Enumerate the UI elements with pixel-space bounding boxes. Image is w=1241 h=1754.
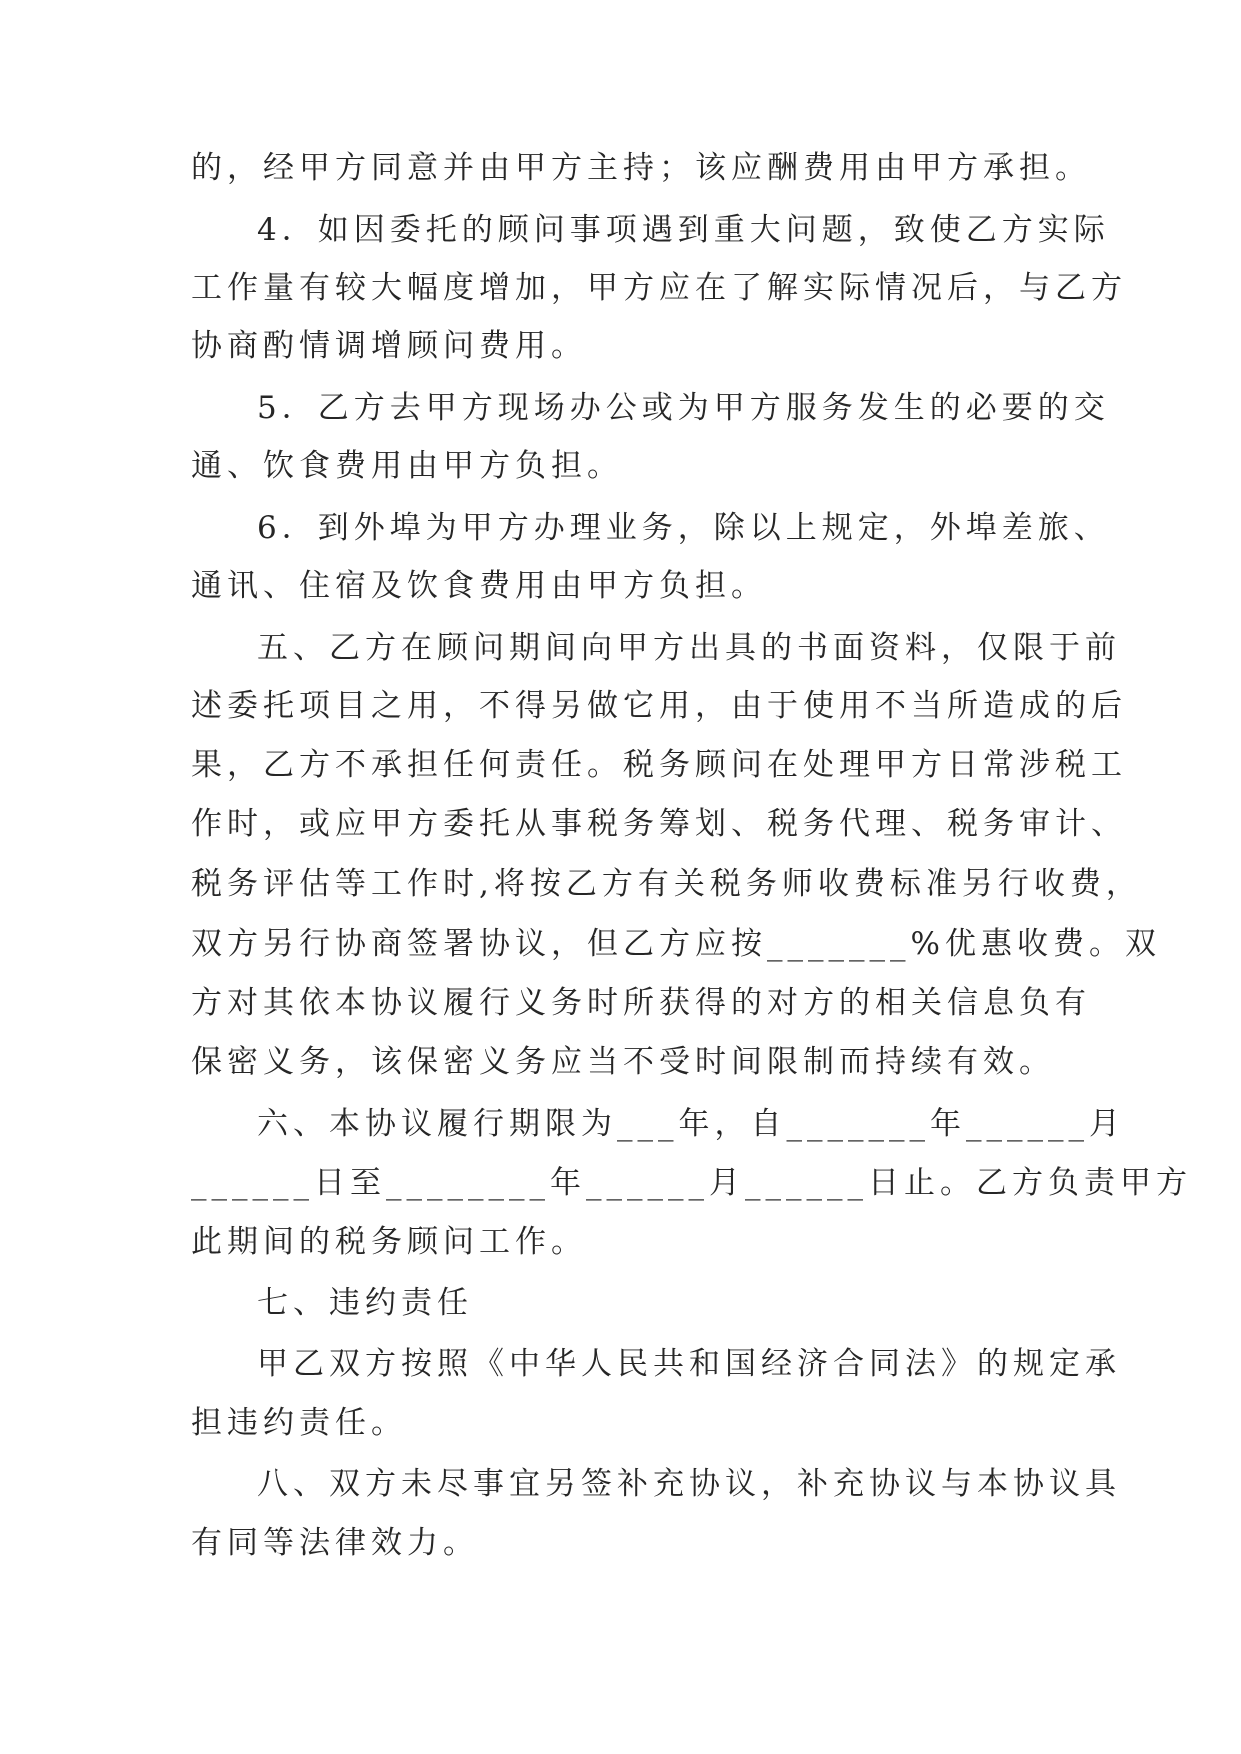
text-line-13: 税务评估等工作时,将按乙方有关税务师收费标准另行收费， [191, 866, 1142, 902]
text-line-6: 通、饮食费用由甲方负担。 [191, 448, 623, 484]
text-line-2: 4．如因委托的顾问事项遇到重大问题，致使乙方实际 [257, 212, 1110, 248]
text-line-19: 此期间的税务顾问工作。 [191, 1224, 587, 1260]
text-line-10: 述委托项目之用，不得另做它用，由于使用不当所造成的后 [191, 688, 1127, 724]
text-line-23: 八、双方未尽事宜另签补充协议，补充协议与本协议具 [257, 1466, 1121, 1502]
text-line-3: 工作量有较大幅度增加，甲方应在了解实际情况后，与乙方 [191, 270, 1127, 306]
text-line-4: 协商酌情调增顾问费用。 [191, 328, 587, 364]
text-line-8: 通讯、住宿及饮食费用由甲方负担。 [191, 568, 767, 604]
text-line-9: 五、乙方在顾问期间向甲方出具的书面资料，仅限于前 [257, 630, 1121, 666]
text-line-16: 保密义务，该保密义务应当不受时间限制而持续有效。 [191, 1044, 1055, 1080]
text-line-7: 6．到外埠为甲方办理业务，除以上规定，外埠差旅、 [257, 510, 1110, 546]
text-line-22: 担违约责任。 [191, 1405, 407, 1441]
text-line-21: 甲乙双方按照《中华人民共和国经济合同法》的规定承 [257, 1346, 1121, 1382]
text-line-20: 七、违约责任 [257, 1285, 473, 1321]
text-line-15: 方对其依本协议履行义务时所获得的对方的相关信息负有 [191, 985, 1091, 1021]
text-line-1: 的，经甲方同意并由甲方主持；该应酬费用由甲方承担。 [191, 150, 1091, 186]
text-line-18: ______日至________年______月______日止。乙方负责甲方 [191, 1165, 1192, 1201]
text-line-12: 作时，或应甲方委托从事税务筹划、税务代理、税务审计、 [191, 806, 1127, 842]
text-line-11: 果，乙方不承担任何责任。税务顾问在处理甲方日常涉税工 [191, 747, 1127, 783]
text-line-17: 六、本协议履行期限为___年，自_______年______月 [257, 1106, 1125, 1142]
text-line-14: 双方另行协商签署协议，但乙方应按_______%优惠收费。双 [191, 926, 1161, 962]
text-line-24: 有同等法律效力。 [191, 1525, 479, 1561]
text-line-5: 5．乙方去甲方现场办公或为甲方服务发生的必要的交 [257, 390, 1110, 426]
